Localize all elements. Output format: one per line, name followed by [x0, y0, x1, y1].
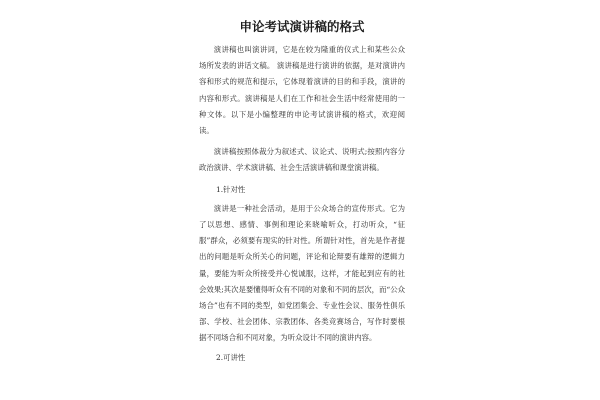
section-heading-relevance: 1.针对性: [216, 184, 246, 194]
document-body: [199, 0, 405, 366]
document-title: 申论考试演讲稿的格式: [239, 19, 365, 34]
intro-paragraph: 演讲稿也叫演讲词，它是在较为隆重的仪式上和某些公众场所发表的讲话文稿。 演讲稿是进行演讲的依据，是对演讲内容和形式的规范和提示，它体现着演讲的目的和手段，演讲的内容和形式。演讲稿是人们在工作和社会生活中经常使用的一种文体。以下是小编整理的申论考试演讲稿的格式，欢迎阅读。: [199, 45, 405, 136]
classification-paragraph: 演讲稿按照体裁分为叙述式、议论式、说明式;按照内容分政治演讲、学术演讲稿、社会生活演讲稿和课堂演讲稿。: [199, 147, 405, 173]
section-heading-speakability: 2.可讲性: [216, 352, 246, 362]
relevance-paragraph: 演讲是一种社会活动，是用于公众场合的宣传形式。它为了以思想、感情、事例和理论来晓喻听众，打动听众，“征服”群众，必须要有现实的针对性。所谓针对性，首先是作者提出的问题是听众所关心的问题，评论和论辩要有雄辩的逻辑力量，要能为听众所接受并心悦诚服，这样，才能起到应有的社会效果;其次是要懂得听众有不同的对象和不同的层次，而“公众场合”也有不同的类型，如党团集会、专业性会议、服务性俱乐部、学校、社会团体、宗教团体、各类竞赛场合，写作时要根据不同场合和不同对象，为听众设计不同的演讲内容。: [199, 203, 405, 343]
